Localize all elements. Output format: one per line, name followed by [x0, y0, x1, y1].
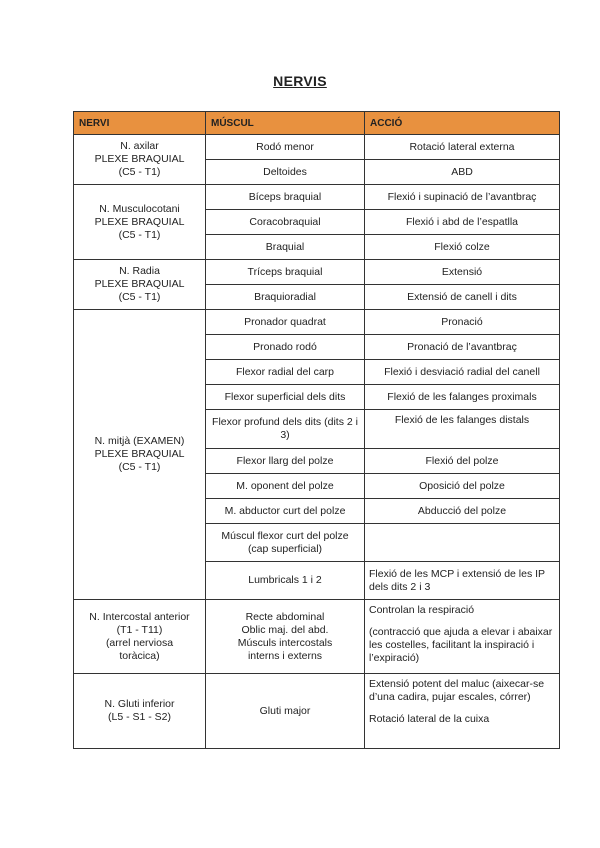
action-cell: [365, 600, 560, 674]
nerve-line: (C5 - T1): [118, 291, 161, 303]
action-cell: Flexió i abd de l’espatlla: [365, 210, 560, 235]
nerve-line: PLEXE BRAQUIAL: [94, 215, 185, 228]
muscle-cell: Gluti major: [206, 674, 365, 749]
action-cell: Extensió de canell i dits: [365, 285, 560, 310]
action-cell: Flexió de les MCP i extensió de les IP dels dits 2 i 3: [365, 562, 560, 600]
header-nervi: NERVI: [74, 112, 206, 135]
action-cell: Oposició del polze: [365, 474, 560, 499]
nerve-line: (C5 - T1): [118, 461, 161, 473]
action-cell: Pronació: [365, 310, 560, 335]
action-line: Controlan la respiració: [369, 604, 475, 616]
muscle-line: Recte abdominal: [245, 610, 325, 623]
muscle-cell: Flexor profund dels dits (dits 2 i 3): [206, 410, 365, 449]
action-cell: [365, 674, 560, 749]
action-cell: Extensió: [365, 260, 560, 285]
muscle-cell: Flexor llarg del polze: [206, 449, 365, 474]
nerve-cell-mitja: [74, 310, 206, 600]
action-line: (contracció que ajuda a elevar i abaixar les costelles, facilitant la inspiració i l’expiració): [369, 626, 553, 664]
table-row: [74, 260, 560, 285]
header-accio: ACCIÓ: [365, 112, 560, 135]
muscle-cell: Lumbricals 1 i 2: [206, 562, 365, 600]
action-cell: Flexió de les falanges proximals: [365, 385, 560, 410]
muscle-line: Músculs intercostals: [237, 636, 333, 649]
header-muscul: MÚSCUL: [206, 112, 365, 135]
muscle-cell: Tríceps braquial: [206, 260, 365, 285]
table-row: [74, 674, 560, 749]
nerve-cell-radia: [74, 260, 206, 310]
table-row: [74, 310, 560, 335]
nerves-table: [73, 111, 560, 749]
nerve-cell-intercostal: [74, 600, 206, 674]
table-header-row: [74, 112, 560, 135]
nerve-line: PLEXE BRAQUIAL: [94, 278, 185, 290]
action-cell: Flexió i desviació radial del canell: [365, 360, 560, 385]
muscle-cell: Flexor radial del carp: [206, 360, 365, 385]
action-cell: Rotació lateral externa: [365, 135, 560, 160]
muscle-cell: Pronador quadrat: [206, 310, 365, 335]
nerve-line: (arrel nerviosa: [105, 636, 174, 649]
action-cell: Abducció del polze: [365, 499, 560, 524]
nerve-line: (C5 - T1): [118, 228, 161, 241]
action-cell: Flexió colze: [365, 235, 560, 260]
muscle-cell: Bíceps braquial: [206, 185, 365, 210]
muscle-cell: Flexor superficial dels dits: [206, 385, 365, 410]
nerve-cell-axilar: [74, 135, 206, 185]
action-cell: [365, 524, 560, 562]
muscle-cell: Rodó menor: [206, 135, 365, 160]
table-row: [74, 185, 560, 210]
nerve-line: N. Intercostal anterior: [89, 610, 190, 623]
nerve-line: (C5 - T1): [118, 166, 161, 178]
nerve-line: (L5 - S1 - S2): [107, 711, 172, 723]
nerve-line: PLEXE BRAQUIAL: [94, 153, 185, 165]
nerve-line: N. Gluti inferior: [104, 698, 175, 710]
muscle-line: Oblic maj. del abd.: [241, 623, 329, 636]
muscle-cell: Pronado rodó: [206, 335, 365, 360]
muscle-cell: Braquioradial: [206, 285, 365, 310]
action-cell: Flexió del polze: [365, 449, 560, 474]
action-line: Rotació lateral de la cuixa: [369, 713, 490, 725]
nerve-line: (T1 - T11): [116, 623, 163, 636]
muscle-cell: [206, 600, 365, 674]
nerve-line: N. Musculocotani: [99, 202, 180, 215]
action-cell: Flexió de les falanges distals: [365, 410, 560, 449]
action-cell: ABD: [365, 160, 560, 185]
page-title: NERVIS: [273, 73, 327, 89]
muscle-cell: M. abductor curt del polze: [206, 499, 365, 524]
nerve-line: N. axilar: [120, 140, 159, 152]
muscle-cell: M. oponent del polze: [206, 474, 365, 499]
nerve-line: PLEXE BRAQUIAL: [94, 448, 185, 460]
nerve-cell-musculocotani: [74, 185, 206, 260]
action-cell: Pronació de l’avantbraç: [365, 335, 560, 360]
nerve-line: N. mitjà (EXAMEN): [94, 435, 185, 447]
muscle-cell: Braquial: [206, 235, 365, 260]
action-line: Extensió potent del maluc (aixecar-se d’una cadira, pujar escales, córrer): [369, 678, 545, 703]
table-row: [74, 135, 560, 160]
table-row: [74, 600, 560, 674]
nerve-line: N. Radia: [119, 265, 160, 277]
muscle-line: interns i externs: [247, 649, 323, 662]
nerve-line: toràcica): [119, 649, 160, 662]
nerve-cell-gluti: [74, 674, 206, 749]
muscle-cell: Deltoides: [206, 160, 365, 185]
action-cell: Flexió i supinació de l’avantbraç: [365, 185, 560, 210]
muscle-cell: Múscul flexor curt del polze (cap superficial): [206, 524, 365, 562]
muscle-cell: Coracobraquial: [206, 210, 365, 235]
